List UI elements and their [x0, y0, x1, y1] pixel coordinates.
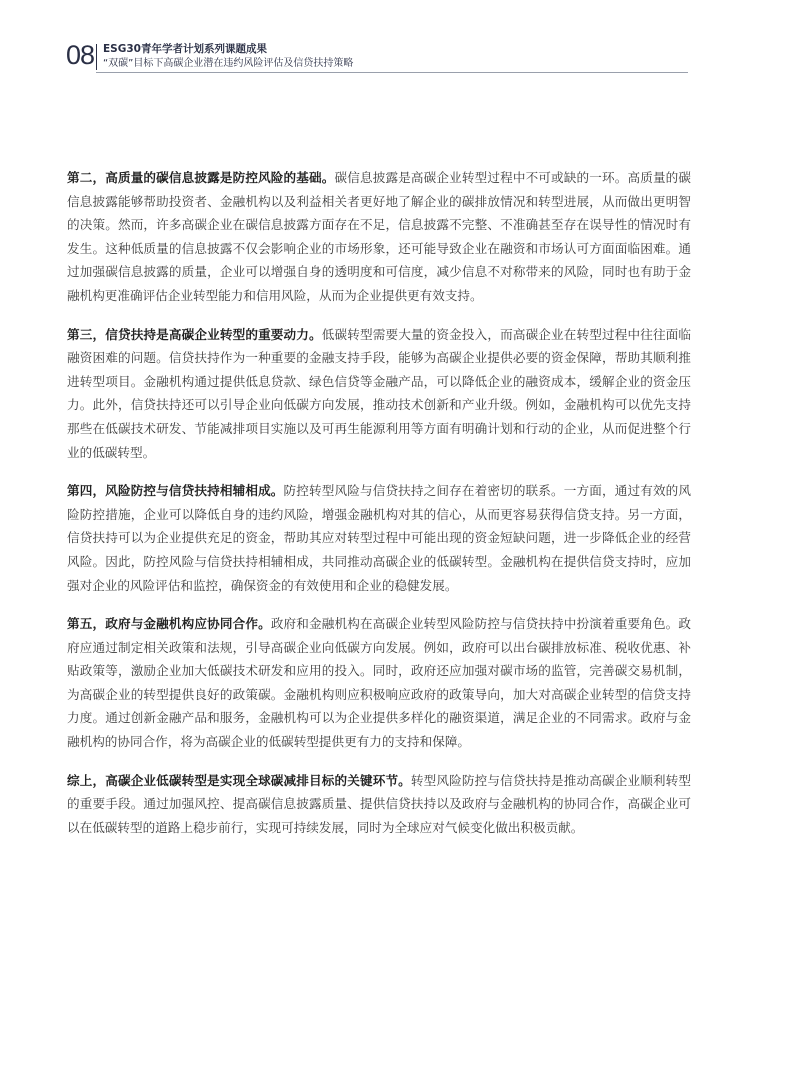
- paragraph-lead: 综上，高碳企业低碳转型是实现全球碳减排目标的关键环节。: [67, 772, 411, 788]
- paragraph-body: 政府和金融机构在高碳企业转型风险防控与信贷扶持中扮演着重要角色。政府应通过制定相关政策和法规，引导高碳企业向低碳方向发展。例如，政府可以出台碳排放标准、税收优惠、补贴政策等，激励企业加大低碳技术研发和应用的投入。同时，政府还应加强对碳市场的监管，完善碳交易机制，为高碳企业的转型提供良好的政策碳。金融机构则应积极响应政府的政策导向，加大对高碳企业转型的信贷支持力度。通过创新金融产品和服务，金融机构可以为企业提供多样化的融资渠道，满足企业的不同需求。政府与金融机构的协同合作，将为高碳企业的低碳转型提供更有力的支持和保障。: [67, 616, 692, 750]
- paragraph-lead: 第四，风险防控与信贷扶持相辅相成。: [67, 483, 284, 499]
- page-number: 08: [66, 40, 95, 70]
- paragraph-body: 防控转型风险与信贷扶持之间存在着密切的联系。一方面，通过有效的风险防控措施，企业可以降低自身的违约风险，增强金融机构对其的信心，从而更容易获得信贷支持。另一方面，信贷扶持可以为企业提供充足的资金，帮助其应对转型过程中可能出现的资金短缺问题，进一步降低企业的经营风险。因此，防控风险与信贷扶持相辅相成，共同推动高碳企业的低碳转型。金融机构在提供信贷支持时，应加强对企业的风险评估和监控，确保资金的有效使用和企业的稳健发展。: [67, 483, 692, 593]
- paragraph-second: [67, 166, 691, 308]
- paragraph-third: [67, 323, 691, 465]
- series-title: ESG30青年学者计划系列课题成果: [103, 43, 267, 55]
- page-header: [66, 40, 688, 74]
- body-text: [67, 166, 691, 854]
- paragraph-body: 低碳转型需要大量的资金投入，而高碳企业在转型过程中往往面临融资困难的问题。信贷扶持作为一种重要的金融支持手段，能够为高碳企业提供必要的资金保障，帮助其顺利推进转型项目。金融机构通过提供低息贷款、绿色信贷等金融产品，可以降低企业的融资成本，缓解企业的资金压力。此外，信贷扶持还可以引导企业向低碳方向发展，推动技术创新和产业升级。例如，金融机构可以优先支持那些在低碳技术研发、节能减排项目实施以及可再生能源利用等方面有明确计划和行动的企业，从而促进整个行业的低碳转型。: [67, 326, 692, 460]
- paragraph-fourth: [67, 479, 691, 597]
- paragraph-conclusion: [67, 769, 691, 840]
- header-rule: [96, 72, 688, 73]
- header-divider: [96, 44, 97, 70]
- report-title: “双碳”目标下高碳企业潜在违约风险评估及信贷扶持策略: [103, 58, 354, 69]
- paragraph-body: 碳信息披露是高碳企业转型过程中不可或缺的一环。高质量的碳信息披露能够帮助投资者、金融机构以及利益相关者更好地了解企业的碳排放情况和转型进展，从而做出更明智的决策。然而，许多高碳企业在碳信息披露方面存在不足，信息披露不完整、不准确甚至存在误导性的情况时有发生。这种低质量的信息披露不仅会影响企业的市场形象，还可能导致企业在融资和市场认可方面面临困难。通过加强碳信息披露的质量，企业可以增强自身的透明度和可信度，减少信息不对称带来的风险，同时也有助于金融机构更准确评估企业转型能力和信用风险，从而为企业提供更有效支持。: [67, 170, 692, 303]
- paragraph-lead: 第三，信贷扶持是高碳企业转型的重要动力。: [67, 326, 322, 342]
- paragraph-fifth: [67, 612, 691, 754]
- paragraph-lead: 第五，政府与金融机构应协同合作。: [67, 616, 271, 632]
- paragraph-body: 转型风险防控与信贷扶持是推动高碳企业顺利转型的重要手段。通过加强风控、提高碳信息披露质量、提供信贷扶持以及政府与金融机构的协同合作，高碳企业可以在低碳转型的道路上稳步前行，实现可持续发展，同时为全球应对气候变化做出积极贡献。: [67, 772, 692, 835]
- paragraph-lead: 第二，高质量的碳信息披露是防控风险的基础。: [67, 170, 335, 185]
